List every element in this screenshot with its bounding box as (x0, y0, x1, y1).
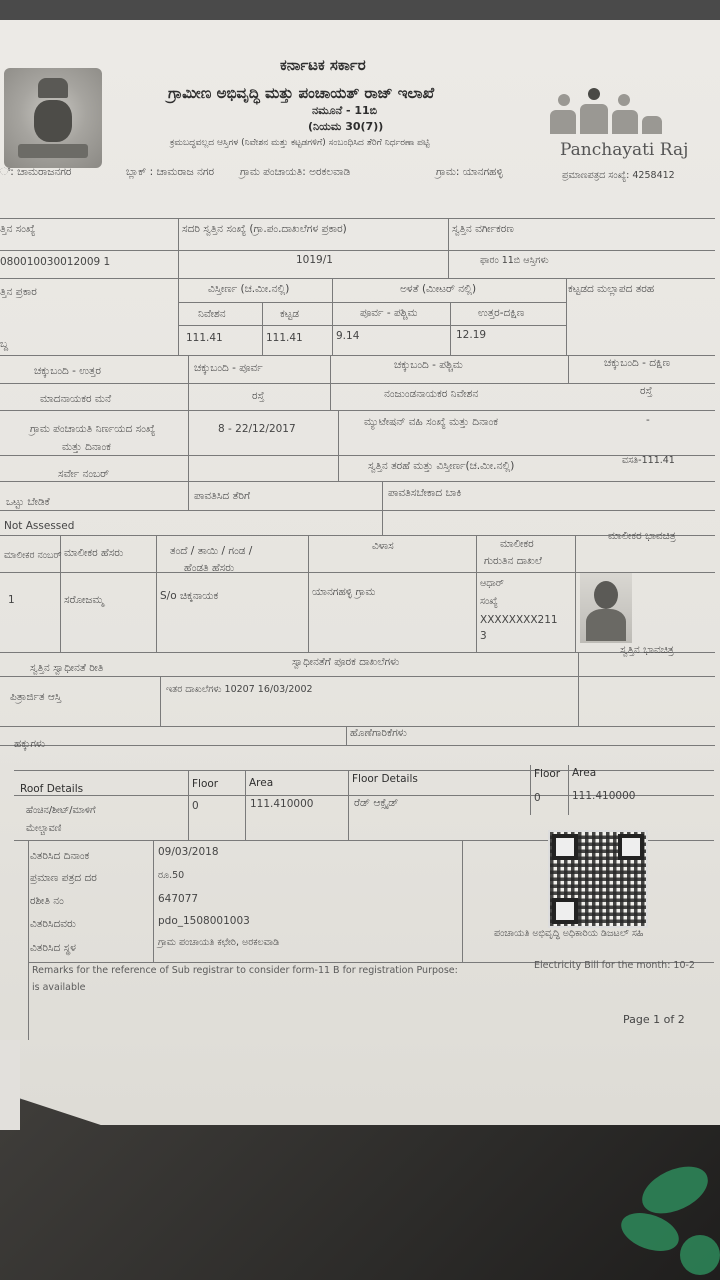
plant-leaf (680, 1235, 720, 1275)
table-rule (448, 218, 449, 278)
roof-area-value: 111.410000 (250, 798, 314, 810)
table-rule (160, 676, 161, 726)
south-boundary-value: ರಸ್ತೆ (640, 385, 653, 397)
gp-resolution-label-2: ಮತ್ತು ದಿನಾಂಕ (62, 441, 111, 453)
floor-details-label: Floor Details (352, 773, 418, 785)
logo-text: Panchayati Raj (560, 140, 689, 160)
table-rule (0, 410, 715, 411)
table-rule (566, 278, 567, 355)
acquisition-method-label: ಸ್ವತ್ತಿನ ಸ್ವಾಧೀನತೆ ರೀತಿ (30, 662, 104, 674)
table-rule (568, 765, 569, 815)
table-rule (332, 278, 333, 355)
north-boundary-value: ಮಾದನಾಯಕರ ಮನೆ (40, 393, 112, 405)
table-rule (0, 250, 715, 251)
property-type-value: ಬ್ದ (0, 338, 9, 350)
table-rule (578, 652, 579, 726)
fee-value: ರೂ.50 (158, 870, 185, 881)
building-area-value: 111.41 (266, 332, 303, 344)
roof-type-value: ಹೆಂಚಿನ/ಶೀಟ್/ಮಾಳಿಗೆ (26, 805, 96, 816)
issue-place-label: ವಿತರಿಸಿದ ಸ್ಥಳ (30, 942, 76, 954)
table-rule (178, 302, 566, 303)
table-rule (262, 302, 263, 355)
rights-label: ಹಕ್ಕುಗಳು (14, 738, 46, 750)
table-rule (0, 510, 715, 511)
table-rule (346, 726, 347, 745)
table-rule (245, 770, 246, 840)
property-photo-label: ಸ್ವತ್ತಿನ ಭಾವಚಿತ್ರ (620, 644, 674, 656)
nature-area-value: ವಸತಿ-111.41 (622, 455, 675, 466)
table-rule (530, 765, 531, 815)
owner-no-label: ಮಾಲೀಕರ ನಂಬರ್ (4, 550, 62, 561)
east-west-value: 9.14 (336, 330, 360, 342)
rule-number: (ನಿಯಮ 30(7)) (308, 120, 384, 133)
fd-floor-value: 0 (534, 792, 541, 804)
receipt-value: 647077 (158, 893, 199, 905)
table-rule (0, 652, 715, 653)
tax-paid-label: ಪಾವತಿಸಿದ ತೆರಿಗೆ (194, 490, 251, 502)
address-label: ವಿಳಾಸ (372, 540, 394, 552)
per-records-label: ಸದರಿ ಸ್ವತ್ತಿನ ಸಂಖ್ಯೆ (ಗ್ರಾ.ಪಂ.ದಾಖಲೆಗಳ ಪ್ರಕಾರ) (182, 223, 347, 235)
id-type-2: ಸಂಖ್ಯೆ (480, 596, 498, 607)
survey-label: ಸರ್ವೇ ನಂಬರ್ (58, 468, 110, 480)
property-id-value: 080010030012009 1 (0, 256, 111, 268)
fd-area-label: Area (572, 767, 597, 779)
table-rule (338, 410, 339, 481)
form-subtitle: ಕ್ರಮಬದ್ಧವಲ್ಲದ ಆಸ್ತಿಗಳ (ನಿವೇಶನ ಮತ್ತು ಕಟ್ಟಡಗಳಿಗೆ) ಸಂಬಂಧಿಸಿದ ತೆರಿಗೆ ನಿರ್ಧರಣಾ ಪಟ್ಟಿ (170, 138, 430, 148)
table-rule (330, 355, 331, 410)
remarks-line-1b: Electricity Bill for the month: 10-2 (534, 960, 695, 971)
owner-name-label: ಮಾಲೀಕರ ಹೆಸರು (64, 547, 124, 559)
table-rule (14, 770, 714, 771)
page-number: Page 1 of 2 (623, 1013, 685, 1026)
assessment-status: Not Assessed (4, 520, 75, 532)
department-title: ಗ್ರಾಮೀಣ ಅಭಿವೃದ್ಧಿ ಮತ್ತು ಪಂಚಾಯತ್ ರಾಜ್ ಇಲಾಖೆ (168, 84, 435, 102)
digital-signature-label: ಪಂಚಾಯತಿ ಅಭಿವೃದ್ಧಿ ಅಧಿಕಾರಿಯ ಡಿಜಟಲ್ ಸಹಿ (494, 928, 644, 939)
village: ಗ್ರಾಮ: ಯಾನಗಹಳ್ಳಿ (436, 166, 503, 178)
table-rule (308, 535, 309, 652)
table-rule (348, 770, 349, 840)
table-rule (188, 355, 189, 510)
table-rule (0, 278, 715, 279)
building-label: ಕಟ್ಟಡ (280, 308, 300, 320)
west-boundary-value: ನಂಜುಂಡನಾಯಕರ ನಿವೇಶನ (384, 388, 479, 400)
table-rule (188, 770, 189, 840)
form-number: ನಮೂನೆ - 11ಬಿ (312, 104, 378, 117)
owner-address: ಯಾನಗಹಳ್ಳಿ ಗ್ರಾಮ (312, 586, 376, 598)
table-rule (28, 840, 29, 1040)
north-south-value: 12.19 (456, 329, 487, 341)
classification-label: ಸ್ವತ್ತಿನ ವರ್ಗೀಕರಣ (452, 223, 514, 235)
table-rule (0, 383, 715, 384)
fd-area-value: 111.410000 (572, 790, 636, 802)
table-rule (0, 745, 715, 746)
east-boundary-label: ಚಕ್ಕುಬಂದಿ - ಪೂರ್ವ (194, 362, 263, 374)
table-rule (476, 535, 477, 652)
total-demand-label: ಒಟ್ಟು ಬೇಡಿಕೆ (6, 496, 50, 508)
panchayat: ಗ್ರಾಮ ಪಂಚಾಯತಿ: ಅರಕಲವಾಡಿ (240, 166, 351, 178)
roof-floor-value: 0 (192, 800, 199, 812)
acquisition-method-value: ಪಿತ್ರಾರ್ಜಿತ ಆಸ್ತಿ (10, 691, 62, 703)
qr-code (548, 830, 648, 928)
karnataka-emblem (4, 68, 102, 168)
property-id-label: ತ್ತಿನ ಸಂಖ್ಯೆ (0, 223, 36, 235)
south-boundary-label: ಚಕ್ಕುಬಂದಿ - ದಕ್ಷಿಣ (604, 357, 671, 369)
issued-by-label: ವಿತರಿಸಿದವರು (30, 918, 76, 930)
table-rule (0, 481, 715, 482)
id-number: XXXXXXXX211 (480, 614, 558, 626)
issue-date-value: 09/03/2018 (158, 846, 219, 858)
table-rule (462, 840, 463, 962)
site-area-value: 111.41 (186, 332, 223, 344)
roof-type-value-2: ಮೇಲ್ಚಾವಣಿ (26, 823, 62, 834)
north-south-label: ಉತ್ತರ-ದಕ್ಷಿಣ (478, 307, 525, 319)
per-records-value: 1019/1 (296, 254, 333, 266)
property-type-label: ತ್ತಿನ ಪ್ರಕಾರ (0, 286, 37, 298)
issue-date-label: ವಿತರಿಸಿದ ದಿನಾಂಕ (30, 850, 90, 862)
id-number-2: 3 (480, 630, 487, 642)
taluk: ಬ್ಲಾಕ್ : ಚಾಮರಾಜ ನಗರ (126, 166, 215, 178)
table-rule (575, 535, 576, 652)
floor-type-value: ರೆಡ್ ಆಕ್ಸೈಡ್ (354, 797, 399, 809)
issued-by-value: pdo_1508001003 (158, 915, 250, 927)
area-label: ವಿಸ್ತೀರ್ಣ (ಚ.ಮೀ.ನಲ್ಲಿ) (208, 283, 290, 295)
remarks-line-2: is available (32, 982, 86, 993)
id-type: ಆಧಾರ್ (480, 578, 504, 589)
issue-place-value: ಗ್ರಾಮ ಪಂಚಾಯತಿ ಕಛೇರಿ, ಅರಕಲವಾಡಿ (158, 937, 280, 948)
east-boundary-value: ರಸ್ತೆ (252, 390, 265, 402)
mutation-label: ಮ್ಯುಟೇಷನ್ ವಹಿ ಸಂಖ್ಯೆ ಮತ್ತು ದಿನಾಂಕ (364, 416, 499, 428)
classification-value: ಫಾರಂ 11ಬಿ ಆಸ್ತಿಗಳು (480, 255, 549, 266)
tax-due-label: ಪಾವತಿಸಬೇಕಾದ ಬಾಕಿ (388, 487, 462, 499)
remarks-line-1: Remarks for the reference of Sub registrar to consider form-11 B for registration Purpose: (32, 965, 458, 976)
owner-name: ಸರೋಜಮ್ಮ (64, 594, 104, 606)
district: ಿ: ಚಾಮರಾಜನಗರ (0, 166, 72, 178)
fee-label: ಪ್ರಮಾಣ ಪತ್ರದ ದರ (30, 872, 97, 884)
table-rule (156, 535, 157, 652)
roof-area-label: Area (249, 777, 274, 789)
id-proof-label-2: ಗುರುತಿನ ದಾಖಲೆ (484, 555, 543, 567)
table-rule (178, 325, 566, 326)
dimension-label: ಅಳತೆ (ಮೀಟರ್ ನಲ್ಲಿ) (400, 283, 477, 295)
north-boundary-label: ಚಕ್ಕುಬಂದಿ - ಉತ್ತರ (34, 365, 101, 377)
supporting-docs-value: ಇತರ ದಾಖಲೆಗಳು 10207 16/03/2002 (166, 684, 313, 695)
govt-title: ಕರ್ನಾಟಕ ಸರ್ಕಾರ (280, 56, 366, 74)
nature-area-label: ಸ್ವತ್ತಿನ ತರಹೆ ಮತ್ತು ವಿಸ್ತೀರ್ಣ(ಚ.ಮೀ.ನಲ್ಲಿ) (368, 460, 515, 472)
owner-photo (580, 573, 632, 643)
roof-details-label: Roof Details (20, 783, 84, 795)
table-rule (568, 355, 569, 383)
gp-resolution-value: 8 - 22/12/2017 (218, 423, 296, 435)
table-surface (0, 1100, 720, 1280)
east-west-label: ಪೂರ್ವ - ಪಶ್ಚಿಮ (360, 307, 418, 319)
owner-photo-label: ಮಾಲೀಕರ ಭಾವಚಿತ್ರ (608, 530, 676, 542)
west-boundary-label: ಚಕ್ಕುಬಂದಿ - ಪಶ್ಚಿಮ (394, 359, 463, 371)
site-label: ನಿವೇಶನ (198, 308, 226, 320)
table-rule (0, 355, 715, 356)
table-rule (382, 481, 383, 535)
table-rule (0, 218, 715, 219)
liabilities-label: ಹೊಣೆಗಾರಿಕೆಗಳು (350, 727, 407, 739)
building-type-label: ಕಟ್ಟಡದ ಮಲ್ಲಾಪದ ತರಹ (568, 283, 655, 295)
fd-floor-label: Floor (534, 768, 561, 780)
table-rule (450, 302, 451, 355)
table-rule (153, 840, 154, 962)
gp-resolution-label: ಗ್ರಾಮ ಪಂಚಾಯತಿ ನಿರ್ಣಯದ ಸಂಖ್ಯೆ (30, 423, 156, 435)
table-rule (0, 455, 715, 456)
owner-relation: S/o ಚಿಕ್ಕನಾಯಕ (160, 590, 219, 602)
relation-label-2: ಹೆಂಡತಿ ಹೆಸರು (184, 562, 235, 574)
owner-no: 1 (8, 594, 15, 606)
panchayati-raj-logo (548, 88, 668, 138)
mutation-value: - (646, 414, 650, 426)
page-edge (0, 1040, 20, 1130)
table-rule (178, 218, 179, 355)
receipt-label: ರಶೀತಿ ನಂ (30, 895, 64, 907)
table-rule (0, 676, 715, 677)
id-proof-label: ಮಾಲೀಕರ (500, 538, 534, 550)
roof-floor-label: Floor (192, 778, 219, 790)
certificate-number: ಪ್ರಮಾಣಪತ್ರದ ಸಂಖ್ಯೆ: 4258412 (562, 170, 675, 181)
supporting-docs-label: ಸ್ವಾಧೀನತೆಗೆ ಪೂರಕ ದಾಖಲೆಗಳು (292, 656, 400, 668)
relation-label: ತಂದೆ / ತಾಯಿ / ಗಂಡ / (170, 545, 253, 557)
